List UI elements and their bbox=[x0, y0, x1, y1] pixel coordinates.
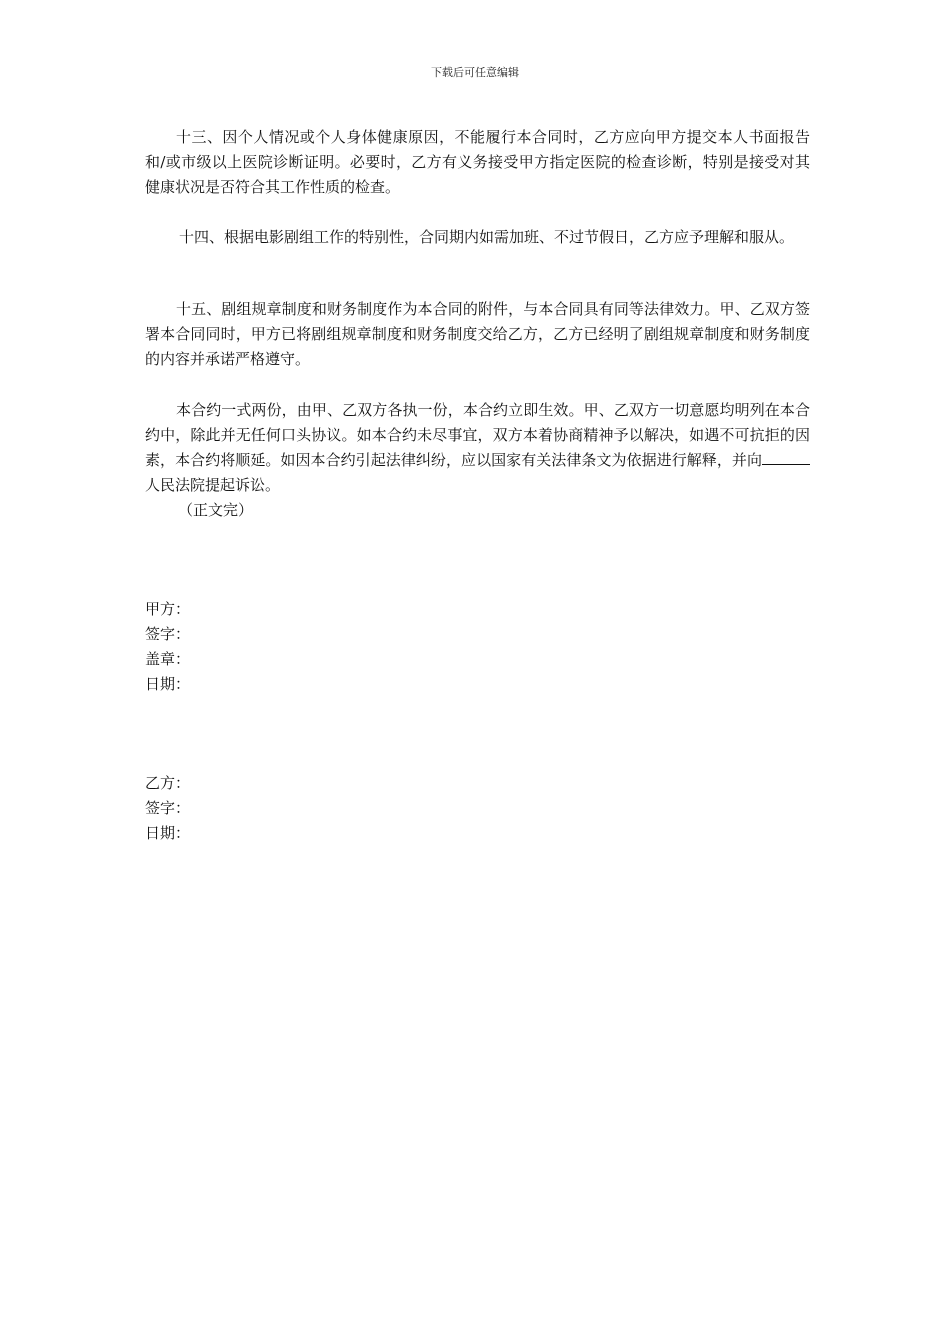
party-a-seal-label: 盖章： bbox=[145, 650, 191, 668]
closing-paragraph bbox=[145, 398, 810, 498]
clause-15: 十五、剧组规章制度和财务制度作为本合同的附件，与本合同具有同等法律效力。甲、乙双方签署本合同同时，甲方已将剧组规章制度和财务制度交给乙方，乙方已经明了剧组规章制度和财务制度的内容并承诺严格遵守。 bbox=[145, 300, 810, 368]
party-a-label: 甲方： bbox=[145, 600, 191, 618]
court-name-blank bbox=[762, 450, 810, 465]
party-b-sign-label: 签字： bbox=[145, 799, 191, 817]
header-note: 下载后可任意编辑 bbox=[431, 66, 519, 79]
party-b-date-label: 日期： bbox=[145, 824, 191, 842]
closing-text-end: 人民法院提起诉讼。 bbox=[145, 476, 281, 494]
party-a-signature-block bbox=[145, 597, 190, 697]
clause-14: 十四、根据电影剧组工作的特别性，合同期内如需加班、不过节假日，乙方应予理解和服从。 bbox=[179, 228, 795, 246]
party-a-date-label: 日期： bbox=[145, 675, 191, 693]
party-b-signature-block bbox=[145, 771, 190, 846]
party-b-label: 乙方： bbox=[145, 774, 191, 792]
clause-13: 十三、因个人情况或个人身体健康原因，不能履行本合同时，乙方应向甲方提交本人书面报告和/或市级以上医院诊断证明。必要时，乙方有义务接受甲方指定医院的检查诊断，特别是接受对其健康状况是否符合其工作性质的检查。 bbox=[145, 128, 810, 196]
end-of-text-mark: （正文完） bbox=[178, 501, 254, 519]
closing-text: 本合约一式两份，由甲、乙双方各执一份，本合约立即生效。甲、乙双方一切意愿均明列在本合约中，除此并无任何口头协议。如本合约未尽事宜，双方本着协商精神予以解决，如遇不可抗拒的因素，本合约将顺延。如因本合约引起法律纠纷，应以国家有关法律条文为依据进行解释，并向 bbox=[145, 401, 810, 469]
party-a-sign-label: 签字： bbox=[145, 625, 191, 643]
